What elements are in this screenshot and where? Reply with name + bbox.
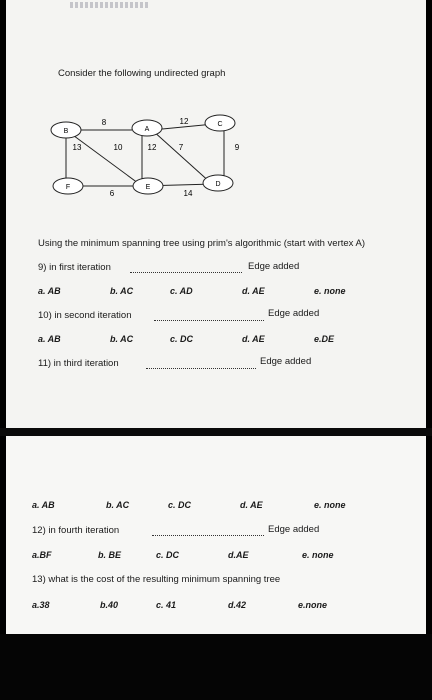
q9-label: 9) in first iteration xyxy=(38,262,111,273)
weight-a-c: 12 xyxy=(179,117,189,126)
q12-option-e[interactable]: e. none xyxy=(302,550,334,560)
q9-suffix: Edge added xyxy=(248,261,300,272)
weight-b-f: 13 xyxy=(72,143,82,152)
q12-label: 12) in fourth iteration xyxy=(32,525,120,536)
node-a xyxy=(132,120,162,136)
edge-b-e xyxy=(63,128,142,186)
q10-answer-blank xyxy=(154,320,264,321)
q9-option-a[interactable]: a. AB xyxy=(38,286,61,296)
q9-option-b[interactable]: b. AC xyxy=(110,286,134,296)
q12-answer-blank xyxy=(152,535,264,536)
svg-text:A: A xyxy=(144,126,150,133)
weight-f-e: 6 xyxy=(109,189,115,198)
q11-option-b[interactable]: b. AC xyxy=(106,500,130,510)
q9-option-d[interactable]: d. AE xyxy=(242,286,265,296)
node-d xyxy=(203,175,233,191)
instruction-text: Using the minimum spanning tree using prim's algorithmic (start with vertex A) xyxy=(38,238,366,249)
q11-label: 11) in third iteration xyxy=(38,358,119,369)
q11-option-c[interactable]: c. DC xyxy=(168,500,192,510)
q12-option-d[interactable]: d.AE xyxy=(228,550,249,560)
svg-text:E: E xyxy=(145,184,151,191)
q10-option-b[interactable]: b. AC xyxy=(110,334,134,344)
q12-option-c[interactable]: c. DC xyxy=(156,550,180,560)
q13-option-e[interactable]: e.none xyxy=(298,600,328,610)
page-divider xyxy=(0,428,432,436)
q11-suffix: Edge added xyxy=(260,356,312,367)
weight-e-d: 14 xyxy=(183,189,193,198)
q11-option-a[interactable]: a. AB xyxy=(32,500,55,510)
svg-text:D: D xyxy=(215,181,221,188)
weight-a-e: 12 xyxy=(147,143,157,152)
svg-text:C: C xyxy=(217,121,223,128)
bottom-black-area xyxy=(0,634,432,700)
edge-a-d xyxy=(152,130,212,184)
svg-text:B: B xyxy=(63,128,69,135)
svg-text:F: F xyxy=(65,184,71,191)
q11-answer-blank xyxy=(146,368,256,369)
q13-option-d[interactable]: d.42 xyxy=(228,600,247,610)
q11-option-d[interactable]: d. AE xyxy=(240,500,263,510)
q10-label: 10) in second iteration xyxy=(38,310,132,321)
q9-option-e[interactable]: e. none xyxy=(314,286,346,296)
q10-option-a[interactable]: a. AB xyxy=(38,334,61,344)
weight-c-d: 9 xyxy=(234,143,240,152)
node-f xyxy=(53,178,83,194)
undirected-graph xyxy=(48,110,248,200)
q13-option-c[interactable]: c. 41 xyxy=(156,600,177,610)
q13-option-a[interactable]: a.38 xyxy=(32,600,50,610)
intro-text: Consider the following undirected graph xyxy=(58,68,226,79)
weight-b-e: 10 xyxy=(113,143,123,152)
q10-suffix: Edge added xyxy=(268,308,320,319)
q9-answer-blank xyxy=(130,272,242,273)
node-b xyxy=(51,122,81,138)
q12-suffix: Edge added xyxy=(268,524,320,535)
q12-option-a[interactable]: a.BF xyxy=(32,550,52,560)
q10-option-c[interactable]: c. DC xyxy=(170,334,194,344)
weight-a-d: 7 xyxy=(178,143,184,152)
q9-option-c[interactable]: c. AD xyxy=(170,286,193,296)
question-page-top xyxy=(6,0,426,428)
q10-option-d[interactable]: d. AE xyxy=(242,334,265,344)
q12-option-b[interactable]: b. BE xyxy=(98,550,122,560)
q13-label: 13) what is the cost of the resulting minimum spanning tree xyxy=(32,574,281,585)
question-page-bottom xyxy=(6,436,426,634)
node-c xyxy=(205,115,235,131)
q13-option-b[interactable]: b.40 xyxy=(100,600,119,610)
q11-option-e[interactable]: e. none xyxy=(314,500,346,510)
header-watermark xyxy=(70,2,148,8)
weight-b-a: 8 xyxy=(101,118,107,127)
node-e xyxy=(133,178,163,194)
q10-option-e[interactable]: e.DE xyxy=(314,334,335,344)
